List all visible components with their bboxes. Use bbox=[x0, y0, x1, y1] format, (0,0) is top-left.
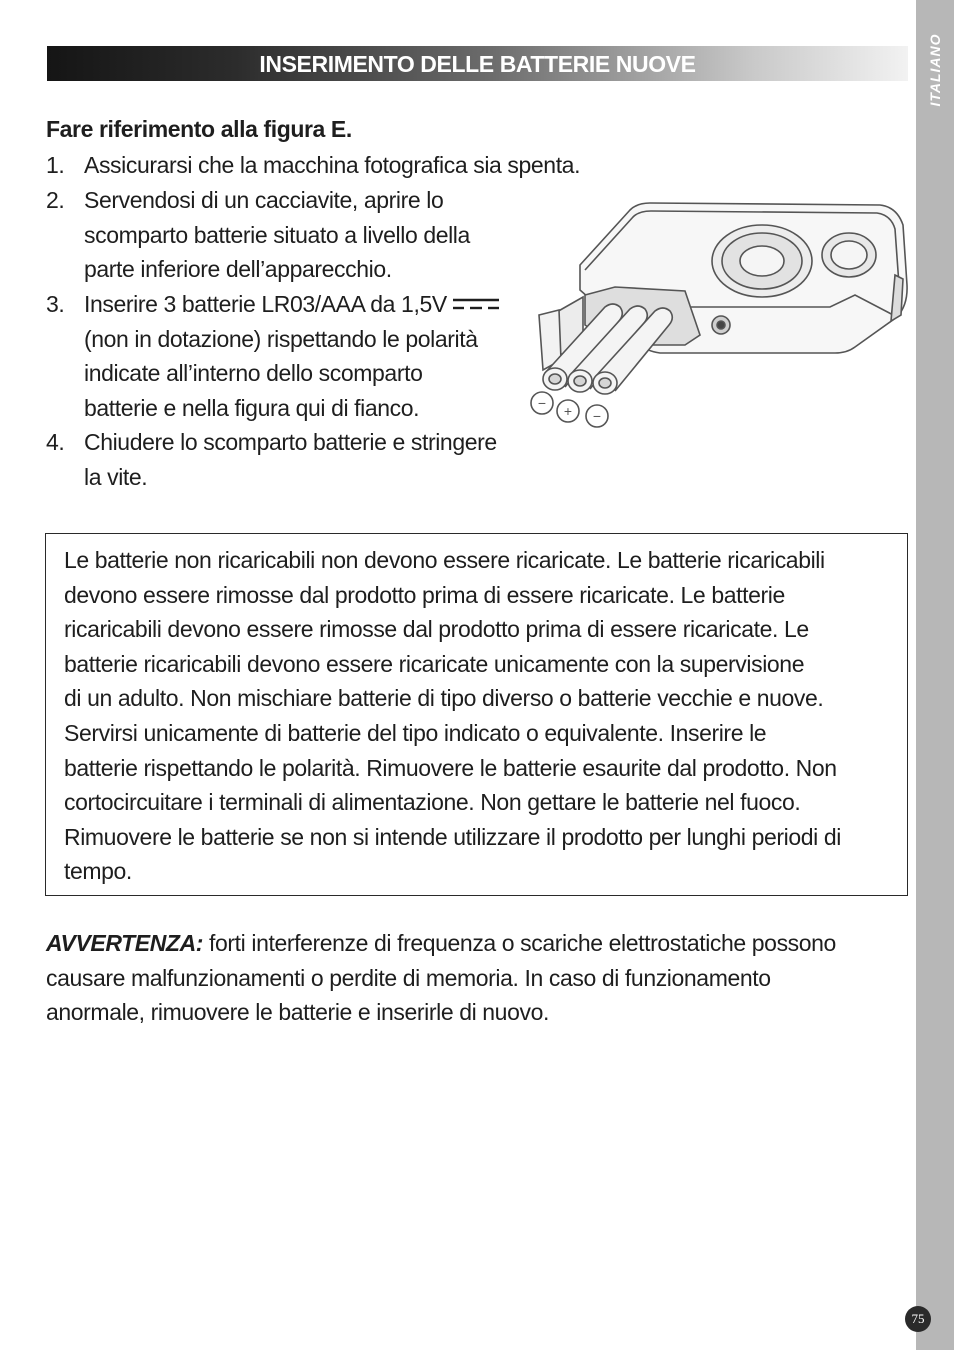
step-text-line: indicate all’interno dello scomparto bbox=[84, 360, 423, 386]
text-line: devono essere rimosse dal prodotto prima di essere ricaricate. Le batterie bbox=[64, 581, 785, 608]
step-number: 2. bbox=[46, 187, 65, 213]
battery-safety-box bbox=[45, 533, 908, 896]
polarity-mark: + bbox=[563, 403, 573, 419]
battery-safety-text bbox=[64, 543, 894, 889]
step-4 bbox=[46, 425, 526, 495]
section-header-title: INSERIMENTO DELLE BATTERIE NUOVE bbox=[259, 51, 696, 77]
text-line: Le batterie non ricaricabili non devono essere ricaricate. Le batterie ricaricabili bbox=[64, 547, 825, 573]
warning-paragraph bbox=[46, 926, 896, 1030]
step-text-line: la vite. bbox=[84, 463, 148, 490]
language-label: ITALIANO bbox=[927, 33, 943, 107]
step-text-line: (non in dotazione) rispettando le polarità bbox=[84, 325, 478, 352]
step-text-line: batterie e nella figura qui di fianco. bbox=[84, 394, 420, 421]
text-line: Servirsi unicamente di batterie del tipo indicato o equivalente. Inserire le bbox=[64, 719, 767, 746]
polarity-mark: − bbox=[592, 408, 602, 424]
dc-current-icon bbox=[453, 296, 499, 312]
figure-reference: Fare riferimento alla figura E. bbox=[46, 116, 352, 142]
text-line: batterie ricaricabili devono essere ricaricate unicamente con la supervisione bbox=[64, 650, 805, 677]
page-number: 75 bbox=[905, 1306, 931, 1332]
side-tab bbox=[916, 0, 954, 1350]
step-text-line: scomparto batterie situato a livello della bbox=[84, 221, 470, 248]
step-text-line: Chiudere lo scomparto batterie e stringere bbox=[84, 429, 497, 455]
step-text: Assicurarsi che la macchina fotografica sia spenta. bbox=[84, 152, 581, 178]
text-line: cortocircuitare i terminali di alimentazione. Non gettare le batterie nel fuoco. bbox=[64, 789, 801, 816]
step-number: 4. bbox=[46, 429, 65, 455]
text-line: Rimuovere le batterie se non si intende utilizzare il prodotto per lunghi periodi di bbox=[64, 823, 841, 850]
step-number: 1. bbox=[46, 152, 65, 178]
step-text-line: parte inferiore dell’apparecchio. bbox=[84, 256, 392, 282]
step-text-line: Inserire 3 batterie LR03/AAA da 1,5V bbox=[84, 291, 447, 317]
text-line: tempo. bbox=[64, 858, 132, 885]
text-line: anormale, rimuovere le batterie e inserirle di nuovo. bbox=[46, 999, 549, 1026]
text-line: ricaricabili devono essere rimosse dal prodotto prima di essere ricaricate. Le bbox=[64, 616, 809, 643]
text-line: batterie rispettando le polarità. Rimuovere le batterie esaurite dal prodotto. Non bbox=[64, 754, 837, 781]
step-2 bbox=[46, 183, 516, 288]
text-line: di un adulto. Non mischiare batterie di tipo diverso o batterie vecchie e nuove. bbox=[64, 685, 824, 712]
step-number: 3. bbox=[46, 291, 65, 317]
warning-label: AVVERTENZA: bbox=[46, 930, 204, 956]
step-1 bbox=[46, 148, 646, 183]
section-header-bar bbox=[47, 46, 908, 81]
battery-insertion-figure bbox=[525, 195, 915, 440]
step-3 bbox=[46, 287, 526, 427]
text-line: forti interferenze di frequenza o scariche elettrostatiche possono bbox=[203, 930, 836, 956]
polarity-mark: − bbox=[537, 395, 547, 411]
text-line: causare malfunzionamenti o perdite di memoria. In caso di funzionamento bbox=[46, 964, 771, 991]
step-text-line: Servendosi di un cacciavite, aprire lo bbox=[84, 187, 444, 213]
